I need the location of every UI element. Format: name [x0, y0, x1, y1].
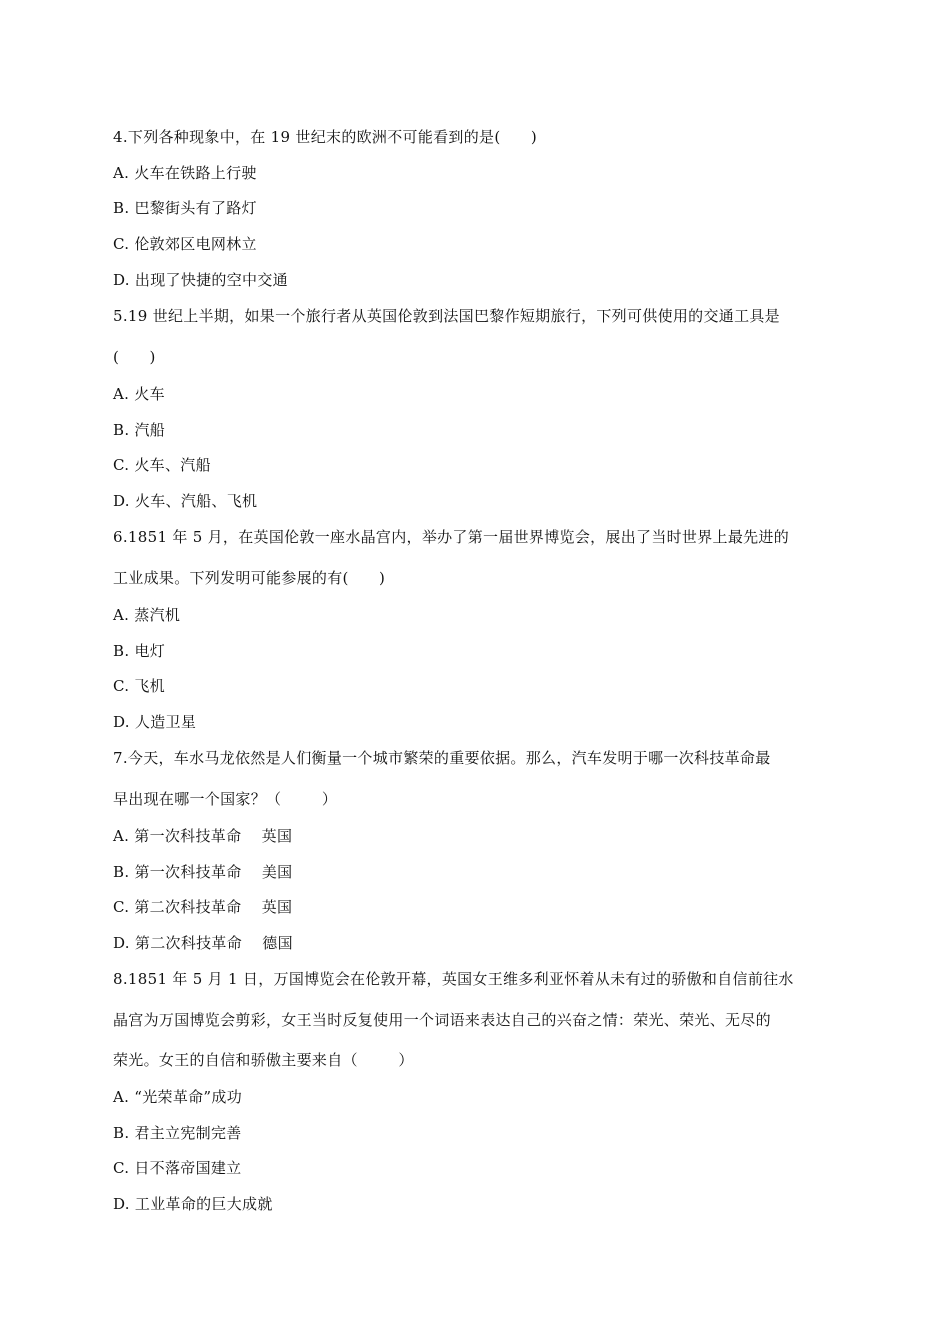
question-8-option-d: D. 工业革命的巨大成就	[113, 1195, 273, 1213]
question-7-option-d: D. 第二次科技革命 德国	[113, 934, 293, 952]
question-4-option-d: D. 出现了快捷的空中交通	[113, 271, 288, 289]
question-5-option-b: B. 汽船	[113, 421, 166, 439]
question-5-option-c: C. 火车、汽船	[113, 456, 211, 474]
question-5-option-d: D. 火车、汽船、飞机	[113, 492, 258, 510]
question-5-stem-cont: ( )	[113, 348, 156, 366]
question-4-option-b: B. 巴黎街头有了路灯	[113, 199, 257, 217]
question-7-stem: 7.今天，车水马龙依然是人们衡量一个城市繁荣的重要依据。那么，汽车发明于哪一次科技革命最	[113, 749, 771, 767]
question-4-option-a: A. 火车在铁路上行驶	[113, 164, 257, 182]
question-6-stem-cont: 工业成果。下列发明可能参展的有( )	[113, 569, 386, 587]
question-6-option-c: C. 飞机	[113, 677, 165, 695]
question-8-stem-cont-1: 晶宫为万国博览会剪彩，女王当时反复使用一个词语来表达自己的兴奋之情：荣光、荣光、无尽的	[113, 1011, 771, 1029]
question-4-stem: 4.下列各种现象中，在 19 世纪末的欧洲不可能看到的是( )	[113, 128, 538, 146]
question-6-option-a: A. 蒸汽机	[113, 606, 181, 624]
question-6-stem: 6.1851 年 5 月，在英国伦敦一座水晶宫内，举办了第一届世界博览会，展出了当时世界上最先进的	[113, 528, 790, 546]
question-8-stem-cont-2: 荣光。女王的自信和骄傲主要来自（ ）	[113, 1051, 414, 1069]
question-7-option-c: C. 第二次科技革命 英国	[113, 898, 293, 916]
question-6-option-b: B. 电灯	[113, 642, 166, 660]
question-8-option-a: A. “光荣革命”成功	[113, 1088, 243, 1106]
question-4-option-c: C. 伦敦郊区电网林立	[113, 235, 257, 253]
question-8-stem: 8.1851 年 5 月 1 日，万国博览会在伦敦开幕，英国女王维多利亚怀着从未有过的骄傲和自信前往水	[113, 970, 794, 988]
question-7-option-b: B. 第一次科技革命 美国	[113, 863, 293, 881]
question-6-option-d: D. 人造卫星	[113, 713, 197, 731]
question-7-option-a: A. 第一次科技革命 英国	[113, 827, 293, 845]
question-5-option-a: A. 火车	[113, 385, 165, 403]
question-8-option-b: B. 君主立宪制完善	[113, 1124, 242, 1142]
question-7-stem-cont: 早出现在哪一个国家？（ ）	[113, 790, 338, 808]
question-8-option-c: C. 日不落帝国建立	[113, 1159, 242, 1177]
question-5-stem: 5.19 世纪上半期，如果一个旅行者从英国伦敦到法国巴黎作短期旅行，下列可供使用的交通工具是	[113, 307, 780, 325]
